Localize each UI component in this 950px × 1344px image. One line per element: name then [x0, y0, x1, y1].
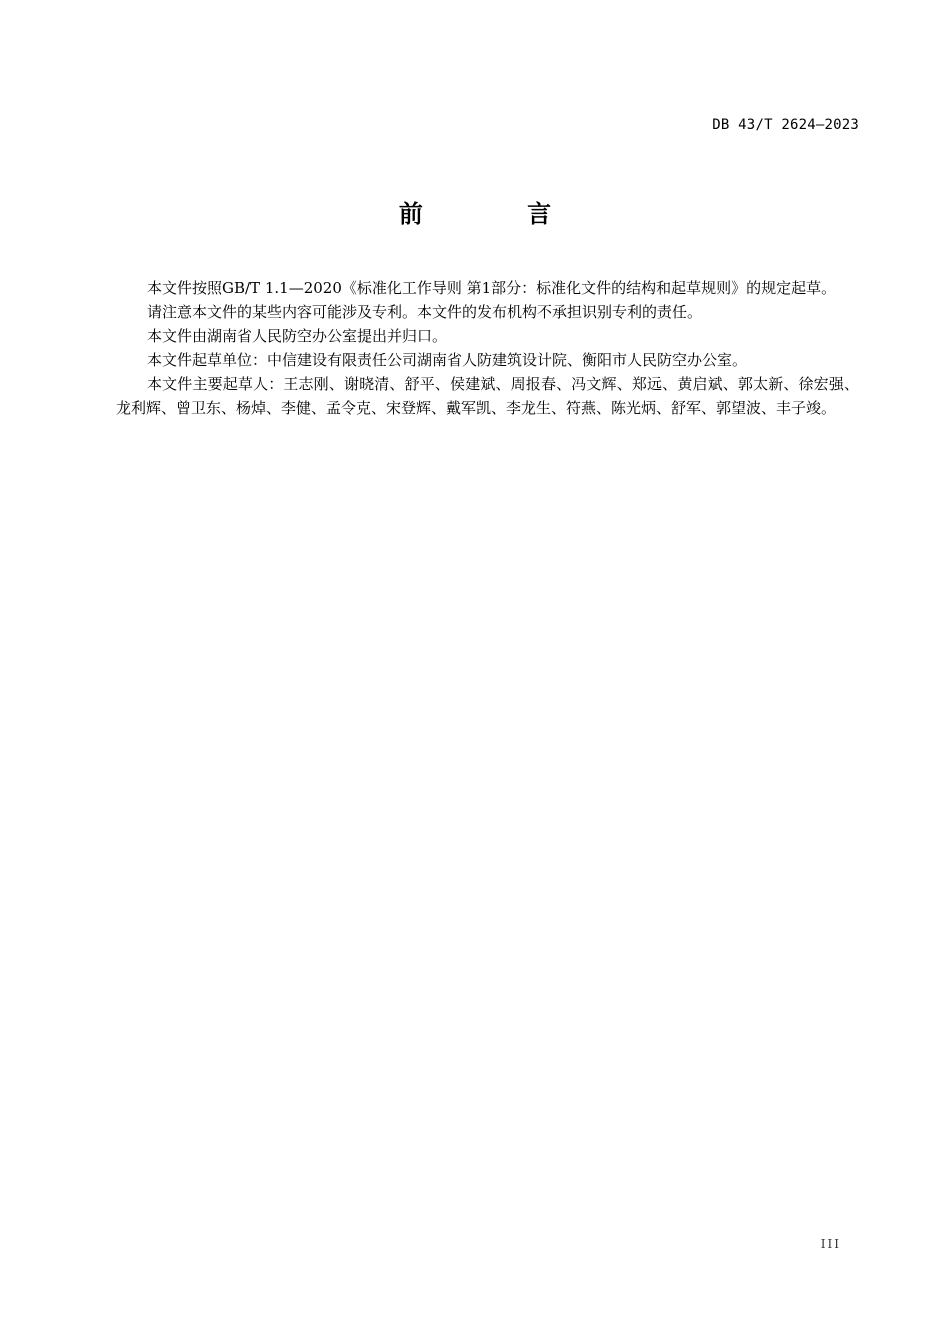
- page-number: III: [820, 1237, 841, 1251]
- paragraph-patent-notice: 请注意本文件的某些内容可能涉及专利。本文件的发布机构不承担识别专利的责任。: [147, 303, 703, 321]
- document-code: DB 43/T 2624—2023: [712, 117, 859, 133]
- paragraph-drafting-units: 本文件起草单位：中信建设有限责任公司湖南省人防建筑设计院、衡阳市人民防空办公室。: [147, 351, 748, 369]
- paragraph-drafters: 本文件主要起草人：王志刚、谢晓清、舒平、侯建斌、周报春、冯文辉、郑远、黄启斌、郭太新、徐宏强、龙利辉、曾卫东、杨焯、李健、孟令克、宋登辉、戴军凯、李龙生、符燕、陈光炳、舒军、郭望波、丰子竣。: [116, 375, 859, 417]
- page-title: 前 言: [398, 200, 600, 228]
- foreword-body: [116, 276, 859, 420]
- paragraph-drafting-basis: 本文件按照GB/T 1.1—2020《标准化工作导则 第1部分：标准化文件的结构和起草规则》的规定起草。: [147, 279, 837, 297]
- paragraph-proposer: 本文件由湖南省人民防空办公室提出并归口。: [147, 327, 448, 345]
